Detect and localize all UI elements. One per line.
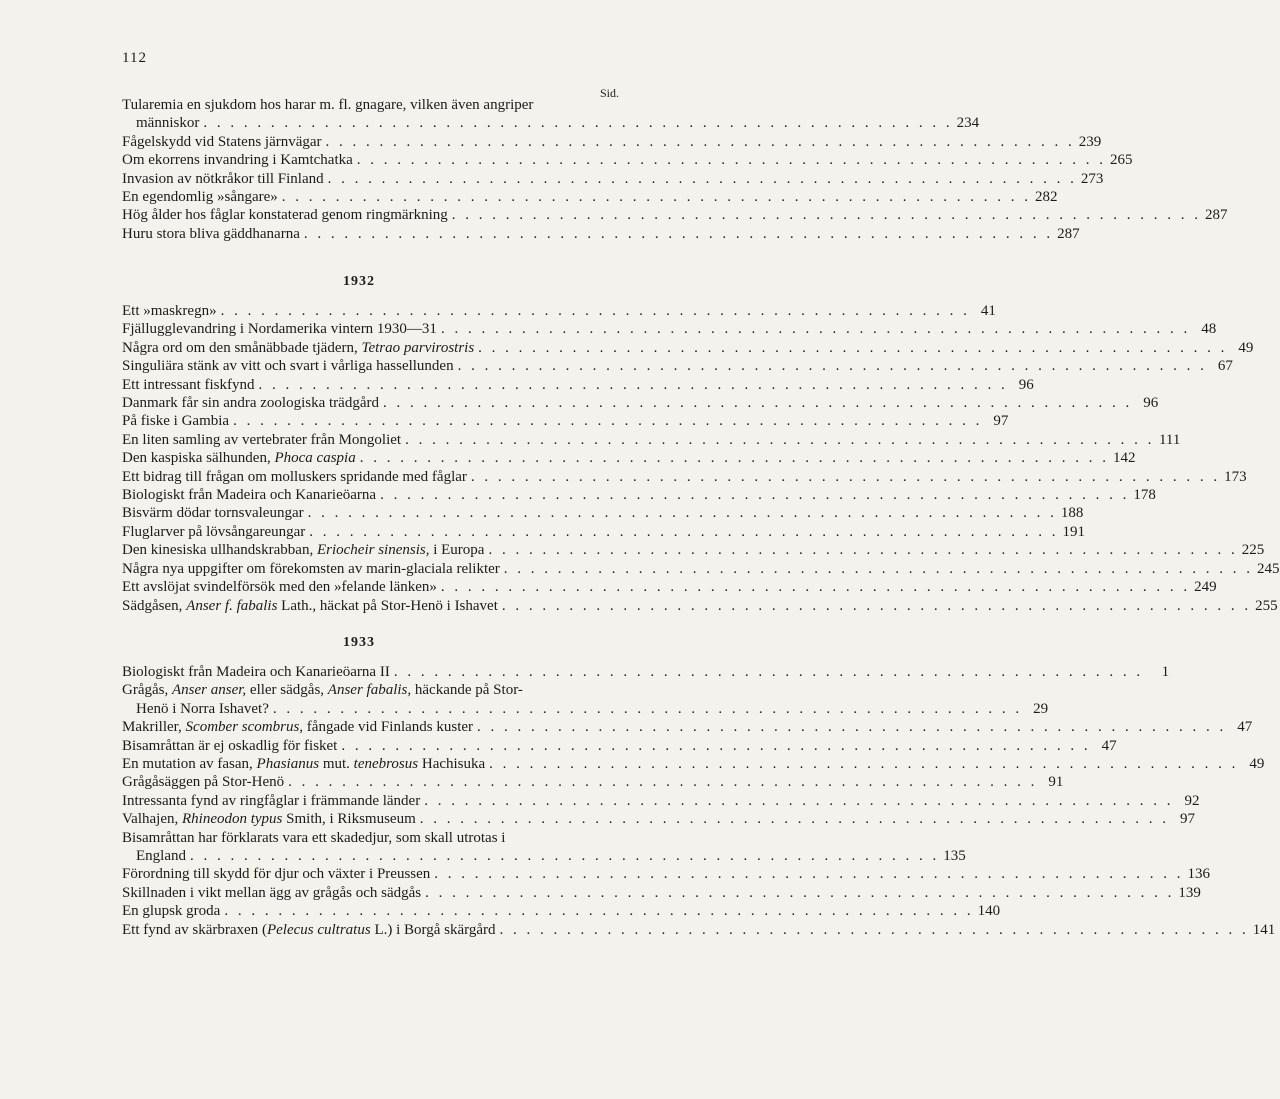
entry-page: 273	[1080, 170, 1104, 187]
entry-page: 141	[1252, 921, 1276, 938]
entry-title: Fluglarver på lövsångareungar	[122, 523, 306, 540]
toc-entry	[122, 188, 1058, 206]
entry-title: En liten samling av vertebrater från Mongoliet	[122, 431, 402, 448]
entry-title: Skillnaden i vikt mellan ägg av grågås och sädgås	[122, 884, 422, 901]
entry-title: Henö i Norra Ishavet?	[136, 700, 269, 717]
entry-page: 191	[1062, 523, 1086, 540]
toc-entry	[122, 486, 1156, 504]
toc-entry	[122, 578, 1217, 596]
entry-page: 136	[1187, 866, 1211, 883]
sid-column-label: Sid.	[600, 86, 620, 100]
toc-entry	[122, 884, 1201, 902]
entry-title: Biologiskt från Madeira och Kanarieöarna	[122, 487, 377, 504]
entry-title-line: Grågås, Anser anser, eller sädgås, Anser fabalis, häckande på Stor-	[122, 682, 523, 699]
entry-page: 92	[1184, 792, 1200, 809]
entry-title: Danmark får sin andra zoologiska trädgård	[122, 395, 379, 412]
toc-entry	[122, 755, 1265, 773]
section-year-heading: 1932	[343, 274, 375, 289]
entry-title: Den kinesiska ullhandskrabban, Eriocheir sinensis, i Europa	[122, 542, 485, 559]
toc-entry	[122, 792, 1200, 810]
entry-title: Den kaspiska sälhunden, Phoca caspia	[122, 450, 356, 467]
entry-page: 1	[1161, 664, 1170, 680]
toc-section-1932	[122, 274, 1280, 615]
entry-page: 41	[980, 303, 996, 319]
toc-entry	[122, 523, 1086, 541]
entry-title: Ett »maskregn»	[122, 303, 217, 319]
toc-entry	[122, 597, 1278, 615]
toc-section-continued	[122, 96, 1228, 243]
toc-entry	[122, 560, 1280, 578]
entry-page: 178	[1133, 487, 1156, 504]
toc-entry	[122, 468, 1247, 486]
entry-title: Bisvärm dödar tornsvaleungar	[122, 505, 304, 522]
section-year-heading: 1933	[343, 635, 375, 650]
entry-page: 249	[1194, 579, 1217, 596]
toc-entry	[122, 151, 1133, 169]
entry-page: 139	[1178, 884, 1201, 901]
entry-page: 245	[1257, 560, 1280, 577]
toc-entry	[122, 357, 1233, 375]
toc-entry	[122, 431, 1181, 449]
entry-title: En glupsk groda	[122, 903, 221, 920]
toc-entry	[122, 412, 1009, 430]
entry-page: 47	[1237, 719, 1253, 736]
toc-entry	[122, 541, 1265, 559]
entry-title: Ett bidrag till frågan om molluskers spridande med fåglar	[122, 468, 467, 485]
entry-page: 173	[1224, 468, 1247, 485]
entry-page: 188	[1060, 505, 1084, 522]
entry-page: 225	[1241, 542, 1265, 559]
toc-entry	[122, 504, 1084, 522]
entry-title: England	[136, 848, 186, 865]
toc-entry	[122, 339, 1254, 357]
entry-title: På fiske i Gambia	[122, 413, 230, 430]
toc-entry	[122, 829, 966, 866]
entry-page: 142	[1112, 450, 1136, 467]
entry-title: Några ord om den smånäbbade tjädern, Tetrao parvirostris	[122, 339, 475, 356]
entry-title: Ett intressant fiskfynd	[122, 376, 255, 393]
toc-entry	[122, 921, 1276, 939]
entry-page: 97	[1180, 811, 1195, 828]
toc-entry	[122, 302, 996, 320]
entry-page: 282	[1035, 189, 1058, 206]
entry-title-line: Tularemia en sjukdom hos harar m. fl. gnagare, vilken även angriper	[122, 97, 534, 113]
entry-title: Fjällugglevandring i Nordamerika vintern 1930—31	[122, 321, 437, 338]
entry-page: 239	[1078, 133, 1102, 150]
toc-entry	[122, 718, 1253, 736]
entry-page: 135	[943, 848, 966, 865]
entry-title: Makriller, Scomber scombrus, fångade vid Finlands kuster	[122, 719, 474, 736]
toc-entry	[122, 773, 1064, 791]
entry-page: 111	[1158, 431, 1181, 448]
toc-entry	[122, 206, 1228, 224]
entry-title: människor	[136, 115, 200, 132]
toc-entry	[122, 663, 1170, 681]
toc-entry	[122, 170, 1104, 188]
toc-entry	[122, 902, 1001, 920]
entry-title: Ett avslöjat svindelförsök med den »felande länken»	[122, 579, 437, 596]
toc-entry	[122, 133, 1102, 151]
entry-title: Fågelskydd vid Statens järnvägar	[122, 133, 322, 150]
toc-entry	[122, 449, 1136, 467]
entry-page: 29	[1033, 700, 1049, 717]
entry-page: 49	[1238, 339, 1254, 356]
entry-title: Biologiskt från Madeira och Kanarieöarna II	[122, 664, 390, 680]
entry-title: Förordning till skydd för djur och växter i Preussen	[122, 866, 431, 883]
entry-page: 97	[993, 413, 1009, 430]
entry-title: Intressanta fynd av ringfåglar i främmande länder	[122, 792, 421, 809]
entry-page: 96	[1143, 395, 1159, 412]
entry-page: 140	[977, 903, 1001, 920]
entry-title: Huru stora bliva gäddhanarna	[122, 225, 300, 242]
entry-title: Hög ålder hos fåglar konstaterad genom ringmärkning	[122, 207, 448, 224]
entry-page: 96	[1018, 376, 1034, 393]
toc-entry	[122, 376, 1034, 394]
entry-title: Invasion av nötkråkor till Finland	[122, 170, 324, 187]
entry-title: Ett fynd av skärbraxen (Pelecus cultratus L.) i Borgå skärgård	[122, 921, 496, 938]
entry-page: 67	[1217, 358, 1233, 375]
entry-page: 91	[1048, 774, 1064, 791]
toc-entry	[122, 394, 1159, 412]
toc-entry	[122, 681, 1049, 718]
toc-entry	[122, 225, 1080, 243]
entry-page: 49	[1249, 756, 1265, 773]
entry-title: Bisamråttan är ej oskadlig för fisket	[122, 737, 338, 754]
entry-page: 47	[1101, 737, 1117, 754]
entry-title: Några nya uppgifter om förekomsten av marin-glaciala relikter	[122, 560, 500, 577]
toc-entry	[122, 320, 1217, 338]
entry-title: Singuliära stänk av vitt och svart i vårliga hassellunden	[122, 358, 454, 375]
entry-page: 255	[1255, 597, 1278, 614]
entry-page: 287	[1205, 207, 1228, 224]
entry-title: En egendomlig »sångare»	[122, 189, 278, 206]
entry-page: 234	[956, 115, 980, 132]
entry-page: 287	[1057, 225, 1080, 242]
entry-title: Om ekorrens invandring i Kamtchatka	[122, 152, 353, 169]
entry-title: Sädgåsen, Anser f. fabalis Lath., häckat på Stor-Henö i Ishavet	[122, 597, 498, 614]
toc-entry	[122, 810, 1195, 828]
entry-page: 265	[1110, 152, 1133, 169]
entry-title: Valhajen, Rhineodon typus Smith, i Riksmuseum	[122, 811, 416, 828]
toc-entry	[122, 865, 1211, 883]
entry-title: En mutation av fasan, Phasianus mut. tenebrosus Hachisuka	[122, 756, 486, 773]
toc-section-1933	[122, 635, 1276, 939]
entry-title-line: Bisamråttan har förklarats vara ett skadedjur, som skall utrotas i	[122, 829, 506, 846]
entry-page: 48	[1201, 321, 1217, 338]
toc-entry	[122, 737, 1117, 755]
page-number: 112	[122, 50, 147, 66]
toc-entry	[122, 96, 980, 133]
entry-title: Grågåsäggen på Stor-Henö	[122, 774, 285, 791]
